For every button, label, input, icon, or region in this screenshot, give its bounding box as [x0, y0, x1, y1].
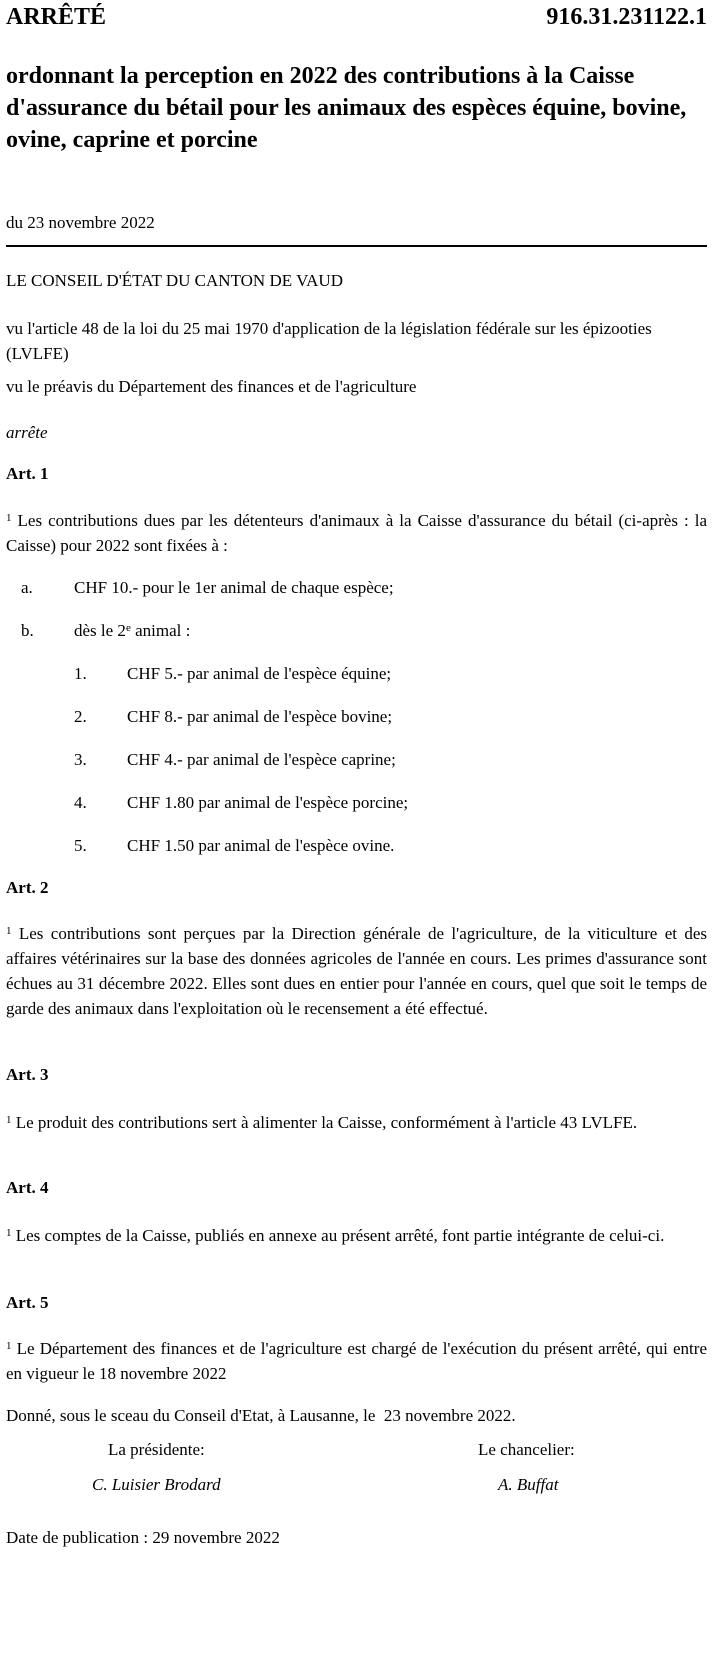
- signature-right-name: A. Buffat: [498, 1475, 559, 1494]
- signature-left-role: La présidente:: [108, 1440, 205, 1459]
- alinea-number: 1: [6, 1340, 12, 1352]
- list-marker: b.: [21, 621, 34, 640]
- art3-paragraph: [6, 1110, 707, 1135]
- art3-text: Le produit des contributions sert à alimenter la Caisse, conformément à l'article 43 LVLFE.: [15, 1113, 638, 1132]
- list-item-text: CHF 1.80 par animal de l'espèce porcine;: [127, 793, 409, 812]
- list-item-text: CHF 5.- par animal de l'espèce équine;: [127, 664, 392, 683]
- publication-date: Date de publication : 29 novembre 2022: [6, 1528, 280, 1547]
- list-item-text: dès le 2e animal :: [74, 621, 191, 640]
- given-statement: Donné, sous le sceau du Conseil d'Etat, à Lausanne, le 23 novembre 2022.: [6, 1406, 516, 1425]
- art4-paragraph: [6, 1223, 707, 1248]
- signature-right-role: Le chancelier:: [478, 1440, 575, 1459]
- art5-heading: Art. 5: [6, 1293, 49, 1312]
- list-marker: 1.: [74, 664, 87, 683]
- art4-heading: Art. 4: [6, 1178, 49, 1197]
- considerant-1: vu l'article 48 de la loi du 25 mai 1970 d'application de la législation fédérale sur les épizooties (LVLFE): [6, 319, 652, 363]
- art5-text: Le Département des finances et de l'agriculture est chargé de l'exécution du présent arrêté, qui entre en vigueur le 18 novembre 2022: [6, 1339, 707, 1383]
- list-item-text: CHF 10.- pour le 1er animal de chaque espèce;: [74, 578, 394, 597]
- document-title: ordonnant la perception en 2022 des contributions à la Caisse d'assurance du bétail pour les animaux des espèces équine, bovine, ovine, caprine et porcine: [6, 63, 687, 153]
- council-heading: LE CONSEIL D'ÉTAT DU CANTON DE VAUD: [6, 271, 343, 290]
- alinea-number: 1: [6, 925, 12, 937]
- alinea-number: 1: [6, 512, 12, 524]
- art2-paragraph: [6, 921, 707, 1021]
- document-header: [6, 4, 707, 36]
- arrete-word: arrête: [6, 423, 48, 442]
- signature-left-name: C. Luisier Brodard: [92, 1475, 221, 1494]
- list-item-text: CHF 1.50 par animal de l'espèce ovine.: [127, 836, 395, 855]
- list-marker: 4.: [74, 793, 87, 812]
- document-number: 916.31.231122.1: [546, 4, 707, 30]
- document-type: ARRÊTÉ: [6, 4, 107, 30]
- list-marker: 2.: [74, 707, 87, 726]
- list-item-text: CHF 4.- par animal de l'espèce caprine;: [127, 750, 396, 769]
- art1-heading: Art. 1: [6, 464, 49, 483]
- considerant-2: vu le préavis du Département des finances et de l'agriculture: [6, 377, 417, 396]
- art3-heading: Art. 3: [6, 1065, 49, 1084]
- alinea-number: 1: [6, 1227, 12, 1239]
- art4-text: Les comptes de la Caisse, publiés en annexe au présent arrêté, font partie intégrante de celui-ci.: [15, 1226, 665, 1245]
- list-marker: 3.: [74, 750, 87, 769]
- header-divider: [6, 245, 707, 247]
- art5-paragraph: [6, 1336, 707, 1386]
- list-marker: a.: [21, 578, 33, 597]
- list-marker: 5.: [74, 836, 87, 855]
- list-item-text: CHF 8.- par animal de l'espèce bovine;: [127, 707, 393, 726]
- art2-text: Les contributions sont perçues par la Direction générale de l'agriculture, de la viticulture et des affaires vétérinaires sur la base des données agricoles de l'année en cours. Les primes d'assurance sont échues au 31 décembre 2022. Elles sont dues en entier pour l'année en cours, quel que soit le temps de garde des animaux dans l'exploitation où le recensement a été effectué.: [6, 924, 708, 1018]
- art2-heading: Art. 2: [6, 878, 49, 897]
- art1-paragraph: [6, 508, 707, 558]
- art1-text: Les contributions dues par les détenteurs d'animaux à la Caisse d'assurance du bétail (ci-après : la Caisse) pour 2022 sont fixées à :: [6, 511, 707, 555]
- alinea-number: 1: [6, 1114, 12, 1126]
- document-date: du 23 novembre 2022: [6, 213, 155, 232]
